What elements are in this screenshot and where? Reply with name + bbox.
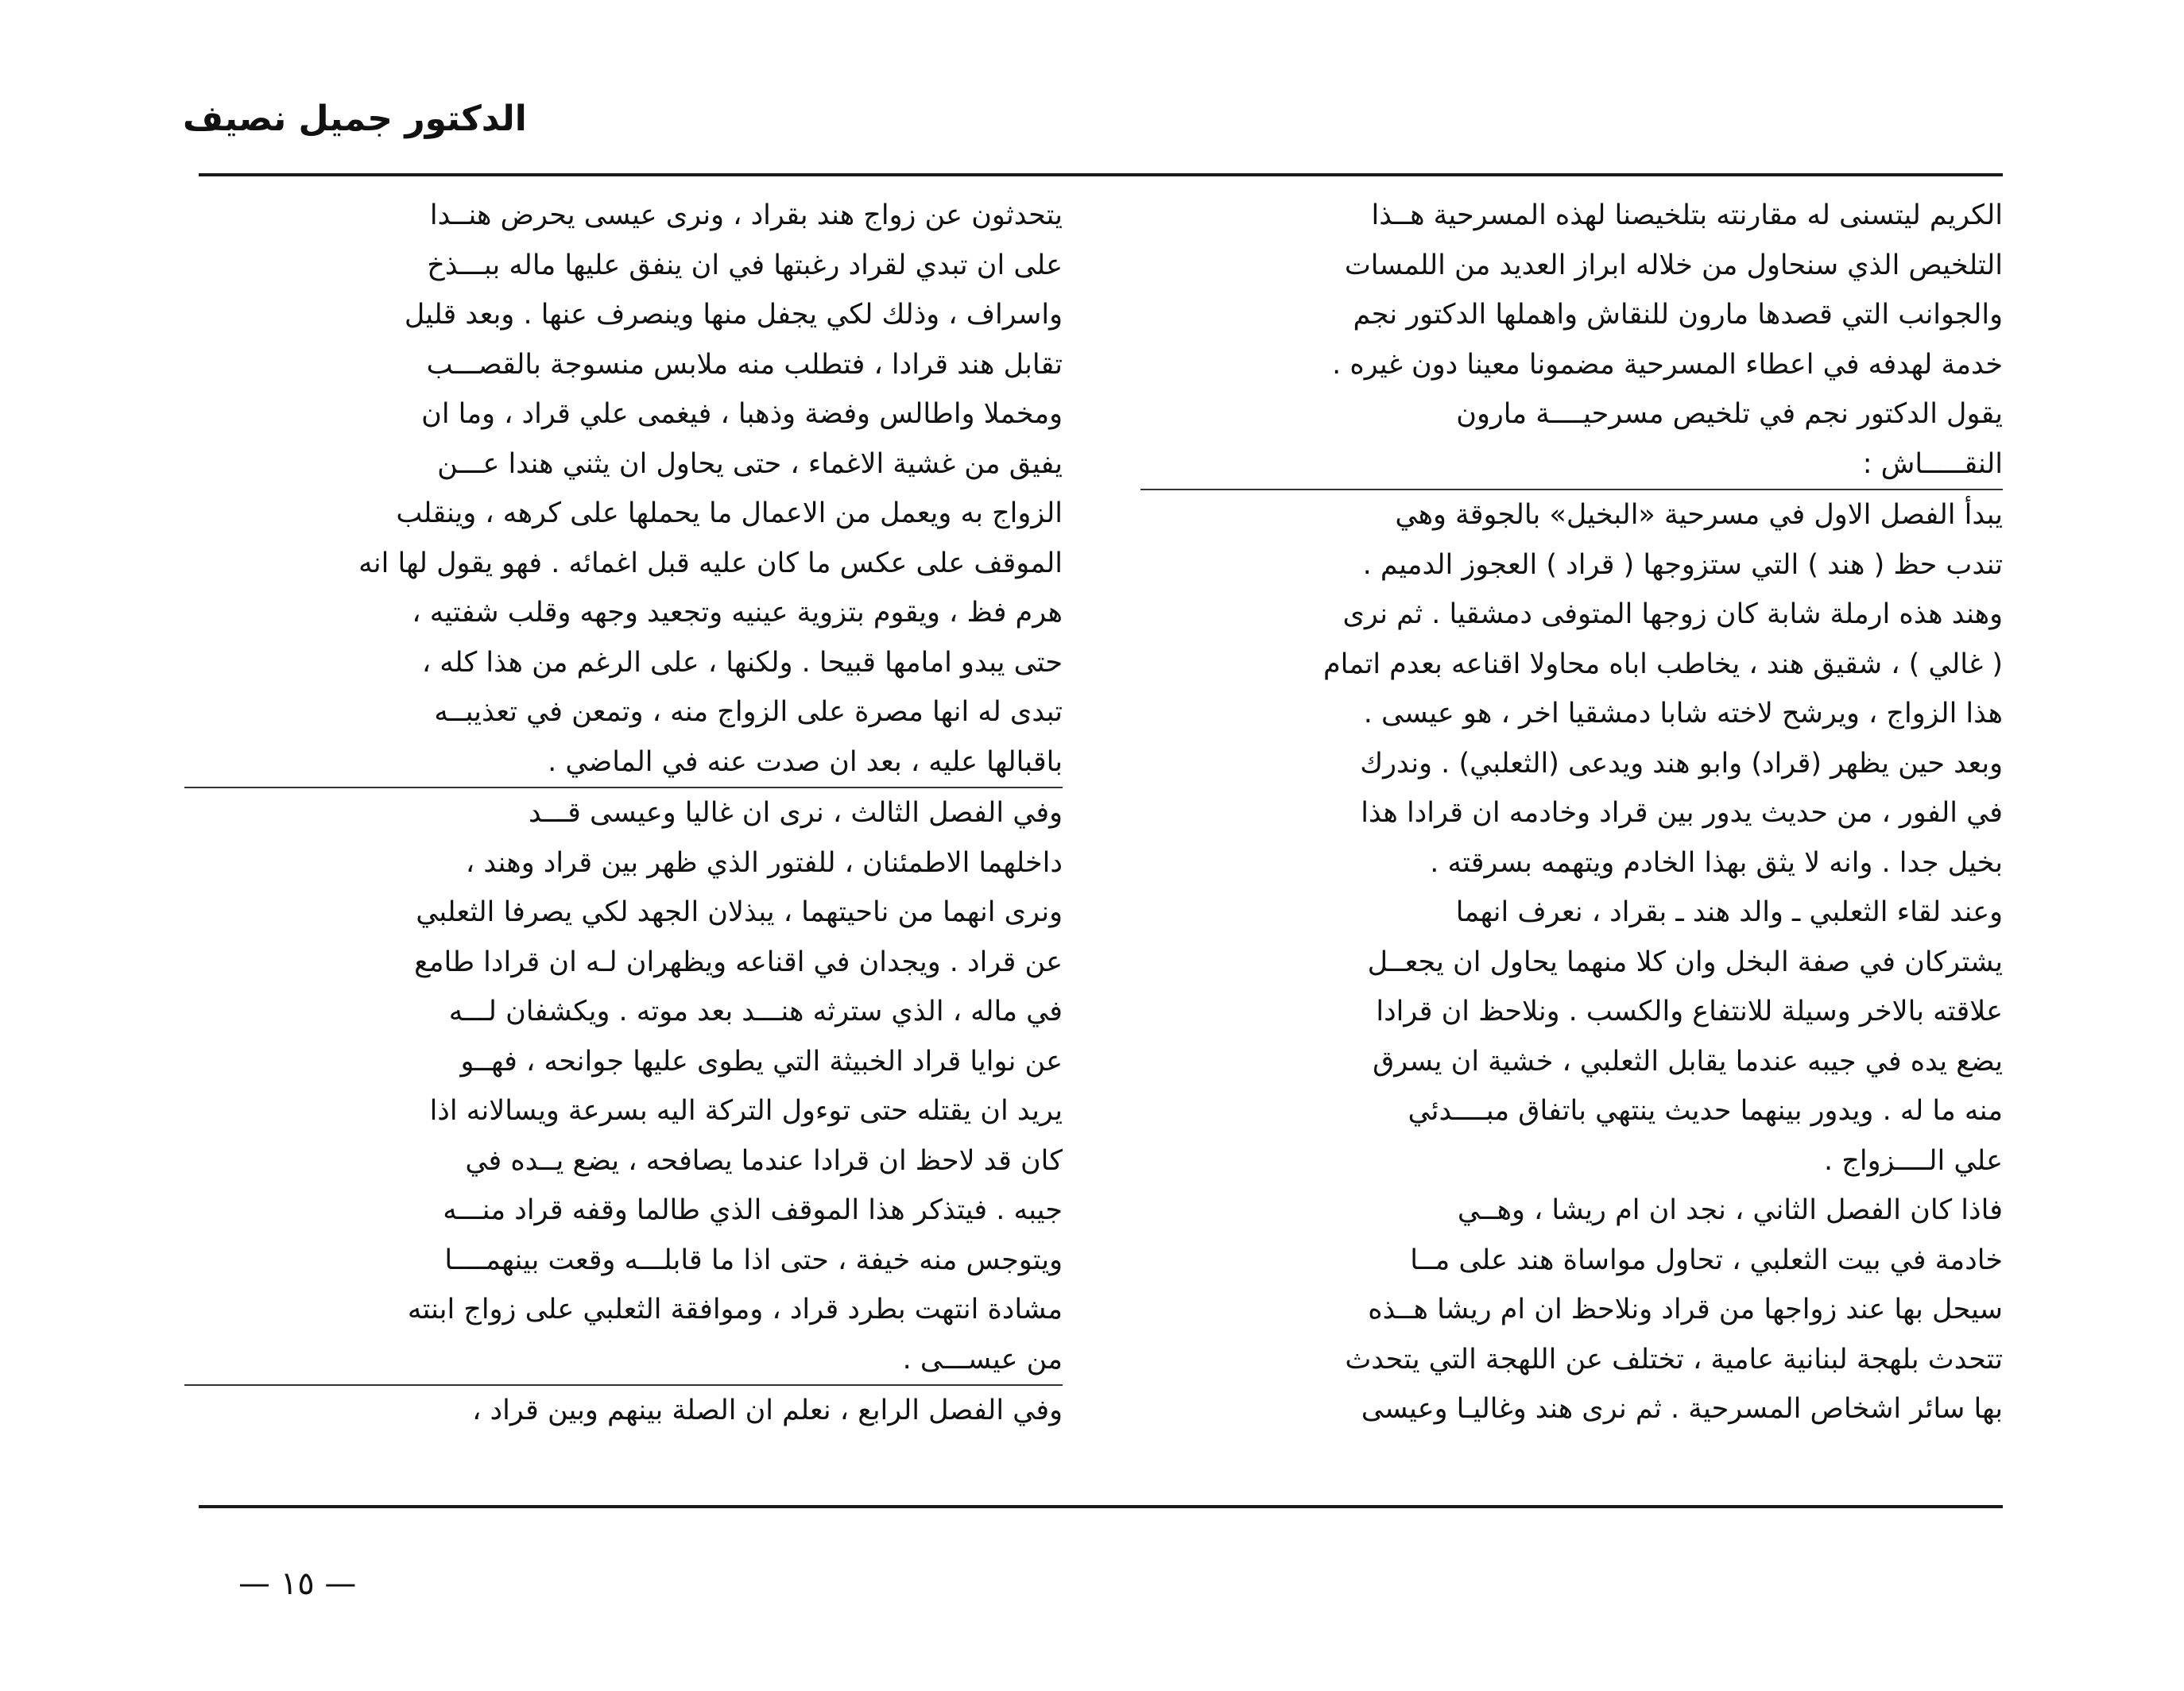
text-line: خادمة في بيت الثعلبي ، تحاول مواساة هند على مــا <box>1410 1244 2003 1276</box>
text-line: كان قد لاحظ ان قرادا عندما يصافحه ، يضع يــده في <box>465 1144 1063 1177</box>
text-line: في الفور ، من حديث يدور بين قراد وخادمه ان قرادا هذا <box>1361 797 2003 829</box>
left-text-column <box>184 191 1063 1436</box>
text-line: وهند هذه ارملة شابة كان زوجها المتوفى دمشقيا . ثم نرى <box>1342 598 2003 630</box>
text-line: حتى يبدو امامها قبيحا . ولكنها ، على الرغم من هذا كله ، <box>421 646 1063 679</box>
text-line: وبعد حين يظهر (قراد) وابو هند ويدعى (الثعلبي) . وندرك <box>1360 747 2003 780</box>
text-line: عن قراد . ويجدان في اقناعه ويظهران لـه ان قرادا طامع <box>414 946 1063 978</box>
text-line: يفيق من غشية الاغماء ، حتى يحاول ان يثني هندا عـــن <box>437 447 1063 480</box>
text-line: واسراف ، وذلك لكي يجفل منها وينصرف عنها . وبعد قليل <box>404 299 1063 331</box>
text-line: يضع يده في جيبه عندما يقابل الثعلبي ، خشية ان يسرق <box>1373 1045 2003 1078</box>
text-line: ( غالي ) ، شقيق هند ، يخاطب اباه محاولا اقناعه بعدم اتمام <box>1323 648 2003 680</box>
text-line: يتحدثون عن زواج هند بقراد ، ونرى عيسى يحرض هنــدا <box>429 199 1063 231</box>
text-line: ويتوجس منه خيفة ، حتى اذا ما قابلـــه وقعت بينهمــــا <box>444 1244 1063 1276</box>
text-line: علاقته بالاخر وسيلة للانتفاع والكسب . ونلاحظ ان قرادا <box>1376 996 2003 1027</box>
text-line: على ان تبدي لقراد رغبتها في ان ينفق عليها ماله ببـــذخ <box>427 249 1063 281</box>
text-line: ونرى انهما من ناحيتهما ، يبذلان الجهد لكي يصرفا الثعلبي <box>416 896 1063 928</box>
text-line: وعند لقاء الثعلبي ـ والد هند ـ بقراد ، نعرف انهما <box>1455 896 2003 928</box>
text-line: وفي الفصل الثالث ، نرى ان غاليا وعيسى قـــد <box>184 787 1063 838</box>
page-number: — ١٥ — <box>238 1565 357 1602</box>
footer-divider <box>199 1505 2003 1508</box>
text-line: الموقف على عكس ما كان عليه قبل اغمائه . فهو يقول لها انه <box>358 547 1063 579</box>
text-line: هذا الزواج ، ويرشح لاخته شابا دمشقيا اخر ، هو عيسى . <box>1363 698 2003 729</box>
text-line: جيبه . فيتذكر هذا الموقف الذي طالما وقفه قراد منـــه <box>443 1194 1063 1226</box>
header-divider <box>199 173 2003 176</box>
text-line: هرم فظ ، ويقوم بتزوية عينيه وتجعيد وجهه وقلب شفتيه ، <box>412 597 1063 629</box>
text-line: والجوانب التي قصدها مارون للنقاش واهملها الدكتور نجم <box>1353 299 2003 331</box>
text-line: علي الــــزواج . <box>1824 1144 2003 1177</box>
text-line: سيحل بها عند زواجها من قراد ونلاحظ ان ام ريشا هــذه <box>1368 1294 2003 1325</box>
text-line: الزواج به ويعمل من الاعمال ما يحملها على كرهه ، وينقلب <box>396 497 1063 529</box>
text-line: الكريم ليتسنى له مقارنته بتلخيصنا لهذه المسرحية هــذا <box>1371 199 2003 231</box>
text-line: من عيســـى . <box>902 1343 1063 1376</box>
text-line: خدمة لهدفه في اعطاء المسرحية مضمونا معينا دون غيره . <box>1332 348 2003 381</box>
text-line: تتحدث بلهجة لبنانية عامية ، تختلف عن اللهجة التي يتحدث <box>1345 1343 2003 1376</box>
right-text-column <box>1140 191 2003 1434</box>
text-line: في ماله ، الذي سترثه هنـــد بعد موته . ويكشفان لـــه <box>448 996 1063 1027</box>
text-line: داخلهما الاطمئنان ، للفتور الذي ظهر بين قراد وهند ، <box>465 846 1063 879</box>
text-line: باقبالها عليه ، بعد ان صدت عنه في الماضي . <box>548 745 1063 778</box>
text-line: عن نوايا قراد الخبيثة التي يطوى عليها جوانحه ، فهــو <box>460 1045 1063 1078</box>
text-line: يقول الدكتور نجم في تلخيص مسرحيــــة مارون <box>1456 398 2003 430</box>
text-line: وفي الفصل الرابع ، نعلم ان الصلة بينهم وبين قراد ، <box>184 1384 1063 1436</box>
text-line: ومخملا واطالس وفضة وذهبا ، فيغمى علي قراد ، وما ان <box>421 398 1063 430</box>
text-line: تبدى له انها مصرة على الزواج منه ، وتمعن في تعذيبــه <box>434 696 1063 728</box>
text-line: النقـــــاش : <box>1862 447 2003 480</box>
text-line: التلخيص الذي سنحاول من خلاله ابراز العديد من اللمسات <box>1344 249 2003 281</box>
text-line: بها سائر اشخاص المسرحية . ثم نرى هند وغاليـا وعيسى <box>1361 1393 2003 1425</box>
text-line: يشتركان في صفة البخل وان كلا منهما يحاول ان يجعــل <box>1367 946 2003 978</box>
text-line: تقابل هند قرادا ، فتطلب منه ملابس منسوجة بالقصـــب <box>426 348 1063 381</box>
text-line: يريد ان يقتله حتى توءول التركة اليه بسرعة ويسالانه اذا <box>429 1095 1063 1127</box>
text-line: فاذا كان الفصل الثاني ، نجد ان ام ريشا ، وهــي <box>1457 1194 2003 1226</box>
text-line: منه ما له . ويدور بينهما حديث ينتهي باتفاق مبــــدئي <box>1408 1095 2003 1127</box>
page-header-author: الدكتور جميل نصيف <box>183 99 527 139</box>
text-line: بخيل جدا . وانه لا يثق بهذا الخادم ويتهمه بسرقته . <box>1430 846 2003 879</box>
text-line: مشادة انتهت بطرد قراد ، وموافقة الثعلبي على زواج ابنته <box>407 1294 1063 1325</box>
text-line: تندب حظ ( هند ) التي ستزوجها ( قراد ) العجوز الدميم . <box>1362 548 2003 581</box>
text-line: يبدأ الفصل الاول في مسرحية «البخيل» بالجوقة وهي <box>1140 489 2003 540</box>
